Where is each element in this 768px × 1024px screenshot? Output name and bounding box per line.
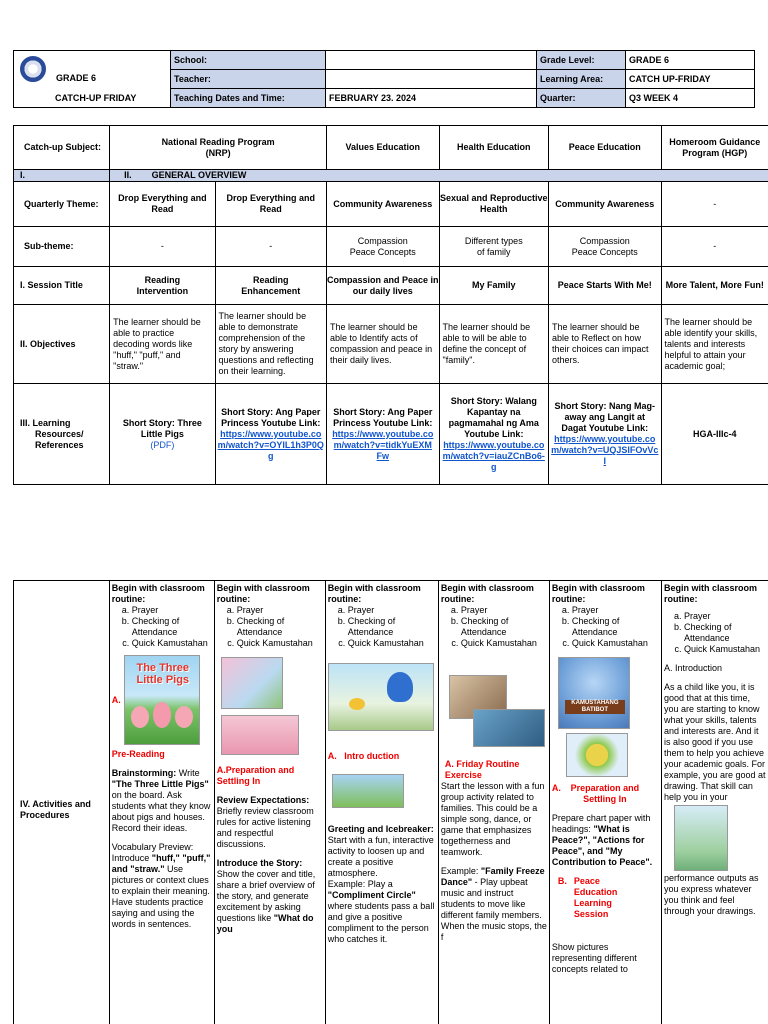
session-label: I. Session Title — [14, 267, 110, 305]
theme-cell: - — [661, 182, 768, 227]
resource-title: Short Story: Ang Paper Princess Youtube Link: — [333, 406, 433, 428]
vocab-part: Vocabulary Preview: Introduce — [111, 842, 194, 863]
three-little-pigs-title: The Three Little Pigs — [136, 662, 190, 686]
routine-list — [132, 605, 212, 649]
learning-area-label: Learning Area: — [537, 70, 626, 89]
theme-cell: Drop Everything and Read — [215, 182, 327, 227]
resource-youtube-link[interactable]: https://www.youtube.com/watch?v=iauZCnBo6-g — [442, 439, 545, 472]
resource-youtube-link[interactable]: https://www.youtube.com/watch?v=OYIL1h3P0Qg — [217, 428, 324, 461]
introduction-text-2: performance outputs as you express whatever you think and feel through your drawings. — [663, 873, 759, 916]
routine-item: b. Checking of Attendance — [132, 616, 212, 638]
overview-table — [13, 125, 768, 485]
vocab-part: Use pictures or context clues to explain their meaning. Have students practice saying and using the words in sentences. — [111, 864, 210, 929]
resources-label-line: III. Learning — [20, 417, 71, 428]
routine-title: Begin with classroom routine: — [440, 583, 534, 604]
vocab-bold: "huff," "puff," and "straw." — [111, 853, 211, 874]
header-table — [13, 50, 755, 108]
resource-cell — [549, 384, 662, 485]
session-cell: Reading Intervention — [110, 267, 215, 305]
chart-paper-text — [552, 813, 659, 868]
subtheme-cell: Compassion Peace Concepts — [549, 227, 662, 267]
objective-cell: The learner should be able identify your skills, talents and interests helpful to attain your academic goal; — [661, 305, 768, 384]
activity-col-health — [438, 581, 549, 1024]
routine-list — [461, 605, 547, 649]
subtheme-cell: Different types of family — [439, 227, 548, 267]
routine-item: a. Prayer — [461, 605, 547, 616]
resource-title: Short Story: Nang Mag-away ang Langit at Dagat Youtube Link: — [554, 401, 656, 433]
step-label: B. — [557, 876, 567, 886]
subject-label: Catch-up Subject: — [14, 126, 110, 170]
activity-col-values — [325, 581, 438, 1024]
butterfly-image — [328, 663, 434, 731]
resource-cell — [215, 384, 327, 485]
col-header-nrp: National Reading Program (NRP) — [110, 126, 327, 170]
section-general-overview: II. GENERAL OVERVIEW — [110, 170, 768, 182]
resource-pdf-link[interactable]: (PDF) — [150, 439, 175, 450]
teacher-label: Teacher: — [171, 70, 326, 89]
session-cell: Peace Starts With Me! — [549, 267, 662, 305]
theme-cell: Community Awareness — [327, 182, 440, 227]
session-cell: Reading Enhancement — [215, 267, 327, 305]
header-program: CATCH-UP FRIDAY — [55, 93, 137, 103]
resource-title: Short Story: Three Little Pigs — [122, 417, 202, 439]
greet-part: Start with a fun, interactive activity to loosen up and create a positive atmosphere. — [327, 835, 434, 878]
resource-cell — [327, 384, 440, 485]
session-cell: More Talent, More Fun! — [661, 267, 768, 305]
talent-image — [674, 805, 728, 871]
learning-area-value: CATCH UP-FRIDAY — [626, 70, 755, 89]
objective-cell: The learner should be able to demonstrate comprehension of the story by answering questions and reflecting on their learning. — [215, 305, 327, 384]
routine-title: Begin with classroom routine: — [111, 583, 205, 604]
resource-title: Short Story: Ang Paper Princess Youtube Link: — [221, 406, 321, 428]
resources-label-line: References — [35, 439, 84, 450]
resource-youtube-link[interactable]: https://www.youtube.com/watch?v=tidkYuEXMFw — [332, 428, 434, 461]
brainstorm-bold: "The Three Little Pigs" — [111, 779, 209, 789]
routine-list — [572, 605, 659, 649]
brainstorm-part: Write — [176, 768, 200, 778]
routine-item: b. Checking of Attendance — [348, 616, 436, 638]
chart-bold: "What is Peace?", "Actions for Peace", and "My Contribution to Peace". — [551, 824, 653, 867]
vocab-text — [112, 842, 212, 930]
paper-princess-image-2 — [221, 715, 299, 755]
subtheme-label: Sub-theme: — [14, 227, 110, 267]
routine-title: Begin with classroom routine: — [216, 583, 310, 604]
routine-item: c. Quick Kamustahan — [572, 638, 659, 649]
prep-heading: Preparation and Settling In — [570, 783, 640, 804]
brainstorm-part: on the board. Ask students what they know about pigs and houses. Record their ideas. — [111, 790, 211, 833]
routine-item: b. Checking of Attendance — [684, 622, 766, 644]
review-head: Review Expectations: — [216, 795, 310, 805]
dates-label: Teaching Dates and Time: — [171, 89, 326, 108]
resources-label — [14, 384, 110, 485]
activity-col-hgp — [661, 581, 768, 1024]
routine-item: a. Prayer — [348, 605, 436, 616]
subtheme-cell: - — [661, 227, 768, 267]
school-value — [326, 51, 537, 70]
resource-cell: HGA-IIIc-4 — [661, 384, 768, 485]
subtheme-cell: Compassion Peace Concepts — [327, 227, 440, 267]
freeze-part: Example: — [440, 866, 481, 876]
chart-part: Prepare chart paper with headings: — [551, 813, 651, 834]
friday-routine-heading: A. Friday Routine Exercise — [444, 759, 520, 780]
subtheme-cell: - — [215, 227, 327, 267]
grade-level-value: GRADE 6 — [626, 51, 755, 70]
freeze-part: - Play upbeat music and instruct students to move like different family members. When the music stops, the f — [440, 877, 547, 942]
batibot-title: KAMUSTAHANG BATIBOT — [565, 700, 625, 714]
routine-title: Begin with classroom routine: — [663, 583, 757, 604]
intro-text — [217, 858, 323, 935]
routine-list — [348, 605, 436, 649]
col-header-hgp: Homeroom Guidance Program (HGP) — [661, 126, 768, 170]
friday-routine-text: Start the lesson with a fun group activity related to families. This could be a simple song, dance, or game that emphasizes togetherness and teamwork. — [440, 781, 545, 857]
col-header-health: Health Education — [439, 126, 548, 170]
greet-text — [328, 824, 436, 879]
col-header-peace: Peace Education — [549, 126, 662, 170]
pre-reading-heading: Pre-Reading — [111, 749, 165, 759]
routine-item: c. Quick Kamustahan — [348, 638, 436, 649]
resource-cell — [110, 384, 215, 485]
header-grade: GRADE 6 — [56, 73, 97, 83]
step-label: A. — [551, 783, 561, 793]
routine-item: a. Prayer — [684, 611, 766, 622]
show-pictures-text: Show pictures representing different concepts related to — [551, 942, 637, 974]
session-cell: Compassion and Peace in our daily lives — [327, 267, 440, 305]
routine-title: Begin with classroom routine: — [551, 583, 645, 604]
resource-title: Short Story: Walang Kapantay na pagmamahal ng Ama Youtube Link: — [448, 395, 539, 439]
freeze-dance-text — [441, 866, 547, 943]
objective-cell: The learner should be able to practice decoding words like "huff," "puff," and "straw." — [110, 305, 215, 384]
intro-heading: A. Intro duction — [327, 751, 400, 761]
compliment-part: where students pass a ball and give a positive compliment to the person who catches it. — [327, 901, 435, 944]
routine-item: a. Prayer — [237, 605, 323, 616]
teacher-value — [326, 70, 537, 89]
resources-label-line: Resources/ — [35, 428, 84, 439]
intro-part: Show the cover and title, share a brief overview of the story, and generate excitement by asking questions like — [216, 869, 316, 923]
review-part: Briefly review classroom rules for active listening and respectful discussions. — [216, 806, 314, 849]
theme-cell: Community Awareness — [549, 182, 662, 227]
compliment-text — [328, 879, 436, 945]
grade-level-label: Grade Level: — [537, 51, 626, 70]
intro-bold: "What do you — [216, 913, 314, 934]
routine-item: b. Checking of Attendance — [237, 616, 323, 638]
section-num: I. — [14, 170, 110, 182]
activities-table — [13, 580, 768, 1024]
field-image — [332, 774, 404, 808]
activity-col-peace — [549, 581, 661, 1024]
freeze-bold: "Family Freeze Dance" — [440, 866, 545, 887]
col-header-values: Values Education — [327, 126, 440, 170]
routine-list — [684, 611, 766, 655]
routine-item: a. Prayer — [132, 605, 212, 616]
resource-cell — [439, 384, 548, 485]
objective-cell: The learner should be able to Identify acts of compassion and peace in their daily lives. — [327, 305, 440, 384]
dates-value: FEBRUARY 23. 2024 — [326, 89, 537, 108]
routine-item: c. Quick Kamustahan — [132, 638, 212, 649]
objective-cell: The learner should be able to will be able to define the concept of "family". — [439, 305, 548, 384]
prep-heading: A.Preparation and Settling In — [216, 765, 295, 786]
activity-col-nrp1 — [109, 581, 214, 1024]
routine-item: a. Prayer — [572, 605, 659, 616]
three-little-pigs-image — [124, 655, 200, 745]
routine-item: b. Checking of Attendance — [572, 616, 659, 638]
routine-list — [237, 605, 323, 649]
step-label: A. — [111, 694, 121, 705]
routine-item: c. Quick Kamustahan — [461, 638, 547, 649]
routine-item: c. Quick Kamustahan — [684, 644, 766, 655]
theme-label: Quarterly Theme: — [14, 182, 110, 227]
review-text — [217, 795, 323, 850]
routine-item: b. Checking of Attendance — [461, 616, 547, 638]
objectives-label: II. Objectives — [14, 305, 110, 384]
intro-head: Introduce the Story: — [216, 858, 303, 868]
theme-cell: Sexual and Reproductive Health — [439, 182, 548, 227]
bird-image — [566, 733, 628, 777]
resource-youtube-link[interactable]: https://www.youtube.com/watch?v=UQJSIFOvVcI — [551, 434, 659, 466]
routine-title: Begin with classroom routine: — [327, 583, 421, 604]
activity-col-nrp2 — [214, 581, 325, 1024]
subtheme-cell: - — [110, 227, 215, 267]
session-cell: My Family — [439, 267, 548, 305]
learning-session-heading: Peace Education Learning Session — [573, 876, 618, 919]
compliment-bold: "Compliment Circle" — [327, 890, 416, 900]
school-label: School: — [171, 51, 326, 70]
quarter-label: Quarter: — [537, 89, 626, 108]
introduction-text: As a child like you, it is good that at this time, you are starting to know what your skills, talents and interests are. And it is also good if you use them to help you achieve your academic goals. For example, you are good at drawing. That skill can help you in your — [663, 682, 766, 802]
introduction-heading: A. Introduction — [663, 663, 723, 673]
paper-princess-image — [221, 657, 283, 709]
routine-item: c. Quick Kamustahan — [237, 638, 323, 649]
brainstorm-head: Brainstorming: — [111, 768, 177, 778]
theme-cell: Drop Everything and Read — [110, 182, 215, 227]
compliment-part: Example: Play a — [327, 879, 393, 889]
brainstorm-text — [112, 768, 212, 834]
deped-seal-icon — [20, 56, 46, 82]
activities-label: IV. Activities and Procedures — [14, 581, 110, 1024]
family-image-2 — [473, 709, 545, 747]
greet-head: Greeting and Icebreaker: — [327, 824, 434, 834]
batibot-image — [558, 657, 630, 729]
header-left — [14, 51, 171, 108]
quarter-value: Q3 WEEK 4 — [626, 89, 755, 108]
objective-cell: The learner should be able to Reflect on how their choices can impact others. — [549, 305, 662, 384]
